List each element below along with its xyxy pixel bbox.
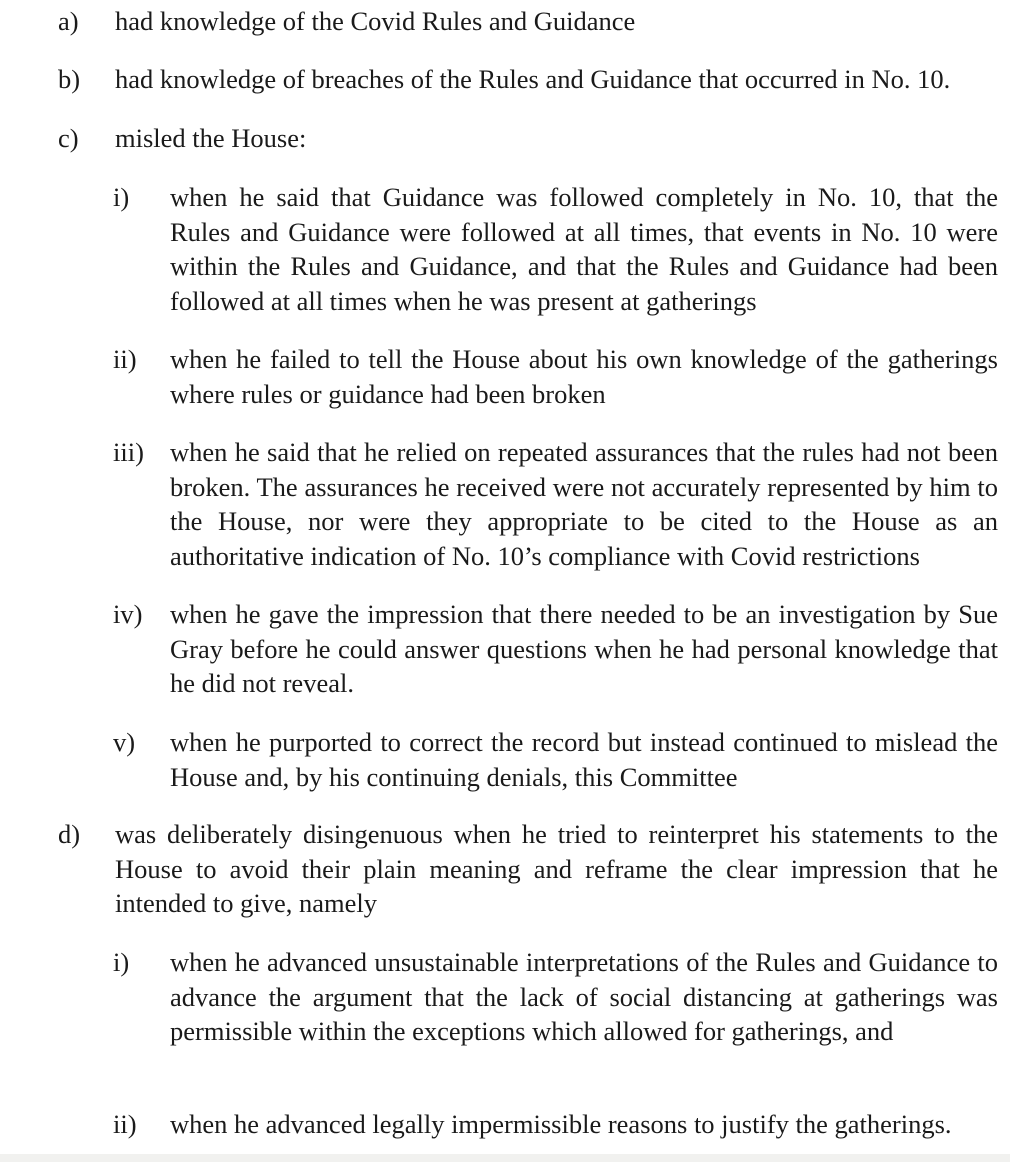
list-item-text: had knowledge of breaches of the Rules and Guidance that occurred in No. 10. [115, 64, 951, 94]
list-marker: a) [58, 6, 79, 36]
list-marker: i) [113, 947, 130, 977]
list-item-c-iv [113, 597, 998, 701]
list-item-c-v [113, 725, 998, 794]
list-marker: b) [58, 64, 81, 94]
list-item-text: was deliberately disingenuous when he tried to reinterpret his statements to the House to avoid their plain meaning and reframe the clear impression that he intended to give, namely [115, 819, 998, 918]
list-item-text: when he purported to correct the record but instead continued to mislead the House and, by his continuing denials, this Committee [170, 727, 998, 792]
page-bottom-edge [0, 1154, 1010, 1162]
list-item-d-ii [113, 1107, 998, 1142]
list-marker: ii) [113, 344, 137, 374]
list-item-text: when he advanced legally impermissible reasons to justify the gatherings. [170, 1109, 952, 1139]
list-item-text: when he gave the impression that there needed to be an investigation by Sue Gray before he could answer questions when he had personal knowledge that he did not reveal. [170, 599, 998, 698]
list-item-text: had knowledge of the Covid Rules and Guidance [115, 6, 636, 36]
list-marker: d) [58, 819, 81, 849]
list-marker: iv) [113, 599, 143, 629]
list-item-d-i [113, 945, 998, 1049]
list-item-a [58, 4, 998, 39]
list-marker: i) [113, 182, 130, 212]
list-item-b [58, 62, 998, 97]
list-item-c-i [113, 180, 998, 318]
list-item-c-ii [113, 342, 998, 411]
list-item-text: when he said that he relied on repeated assurances that the rules had not been broken. The assurances he received were not accurately represented by him to the House, nor were they appropriate to be cited to the House as an authoritative indication of No. 10’s compliance with Covid restrictions [170, 437, 998, 571]
list-marker: ii) [113, 1109, 137, 1139]
list-item-text: when he said that Guidance was followed completely in No. 10, that the Rules and Guidance were followed at all times, that events in No. 10 were within the Rules and Guidance, and that the Rules and Guidance had been followed at all times when he was present at gatherings [170, 182, 998, 316]
list-item-text: misled the House: [115, 123, 307, 153]
list-marker: iii) [113, 437, 144, 467]
list-item-d [58, 817, 998, 921]
list-item-text: when he advanced unsustainable interpretations of the Rules and Guidance to advance the argument that the lack of social distancing at gatherings was permissible within the exceptions which allowed for gatherings, and [170, 947, 998, 1046]
list-marker: c) [58, 123, 79, 153]
list-item-c [58, 121, 998, 156]
list-item-text: when he failed to tell the House about his own knowledge of the gatherings where rules or guidance had been broken [170, 344, 998, 409]
list-item-c-iii [113, 435, 998, 573]
list-marker: v) [113, 727, 136, 757]
